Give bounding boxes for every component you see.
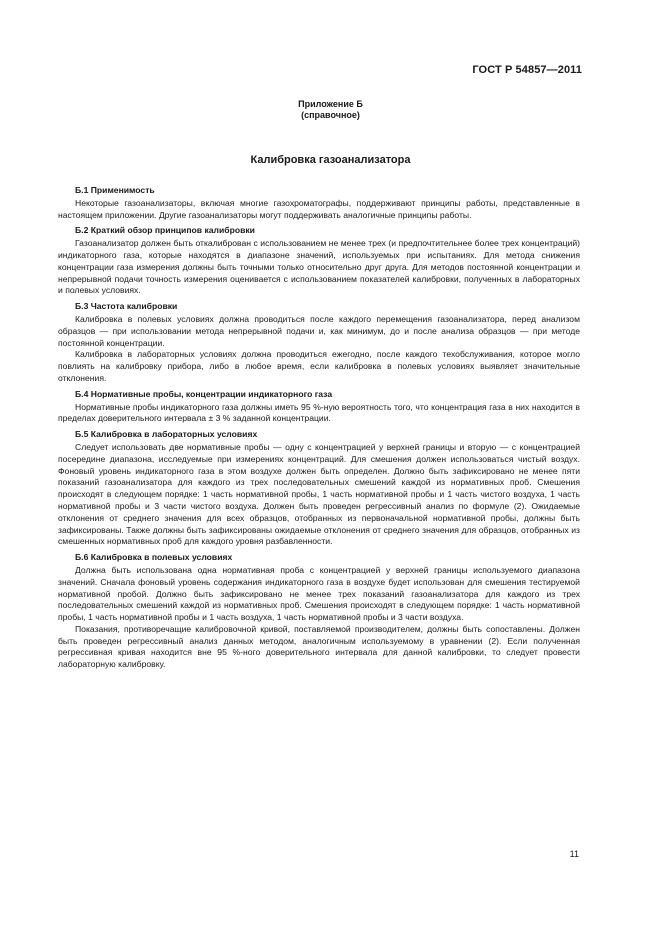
appendix-header (0, 99, 661, 121)
section-heading: Б.5 Калибровка в лабораторных условиях (75, 429, 258, 440)
document-number: ГОСТ Р 54857—2011 (472, 64, 582, 76)
section-b2 (58, 225, 580, 297)
paragraph: Показания, противоречащие калибровочной кривой, поставляемой производителем, должны быть сопоставлены. Должен быть проведен регрессивный анализ данных методом, аналогичным используемому в уравнении (2). Если полученная регрессивная кривая находится вне 95 %-ного доверительного интервала для данной калибровки, то следует провести лабораторную калибровку. (58, 623, 580, 670)
section-heading: Б.2 Краткий обзор принципов калибровки (75, 225, 255, 236)
paragraph: Некоторые газоанализаторы, включая многие газохроматографы, поддерживают принципы работы, представленные в настоящем приложении. Другие газоанализаторы могут поддерживать аналогичные принципы работы. (58, 197, 580, 220)
section-b1 (58, 185, 580, 221)
section-b4 (58, 389, 580, 425)
section-b3 (58, 301, 580, 385)
page-title: Калибровка газоанализатора (250, 154, 411, 166)
section-heading: Б.4 Нормативные пробы, концентрации индикаторного газа (75, 388, 333, 399)
paragraph: Нормативные пробы индикаторного газа должны иметь 95 %-ную вероятность того, что концентрация газа в них находится в пределах доверительного интервала ± 3 % заданной концентрации. (58, 401, 580, 424)
section-heading: Б.1 Применимость (75, 185, 155, 195)
appendix-title: Приложение Б (298, 99, 363, 109)
section-heading: Б.3 Частота калибровки (75, 301, 178, 312)
appendix-subtitle: (справочное) (301, 110, 360, 120)
document-body (58, 185, 580, 671)
page-number: 11 (569, 849, 579, 859)
paragraph: Должна быть использована одна нормативная проба с концентрацией у верхней границы используемого диапазона значений. Сначала фоновый уровень содержания индикаторного газа в воздухе будет использован для смешения тестируемой нормативной пробой. Должно быть зафиксировано не менее трех показаний газоанализатора для каждого из трех последовательных смешений каждой из нормативных проб. Смешения происходят в следующем порядке: 1 часть нормативной пробы, 1 часть нормативной пробы и 1 часть воздуха, 1 часть нормативной пробы и 3 части воздуха. (58, 564, 580, 623)
paragraph: Газоанализатор должен быть откалиброван с использованием не менее трех (и предпочтительнее более трех концентраций) индикаторного газа, которые находятся в диапазоне значений, используемых при испытаниях. Для метода снижения концентрации газа измерения должны быть точными только относительно друг друга. Для методов постоянной концентрации и непрерывной подачи точность измерения оценивается с использованием показателей калибровки, полученных в лабораторных и полевых условиях. (58, 238, 580, 296)
section-heading: Б.6 Калибровка в полевых условиях (75, 552, 233, 563)
paragraph: Калибровка в лабораторных условиях должна проводиться ежегодно, после каждого техобслуживания, которое могло повлиять на калибровку прибора, либо в любое время, если калибровка в полевых условиях выявляет значительные отклонения. (58, 349, 580, 383)
paragraph: Калибровка в полевых условиях должна проводиться после каждого перемещения газоанализатора, перед анализом образцов — при использовании метода непрерывной подачи и, как минимум, до и после анализа образцов — при методе постоянной концентрации. (58, 313, 580, 348)
section-b6 (58, 552, 580, 671)
paragraph: Следует использовать две нормативные пробы — одну с концентрацией у верхней границы и вторую — с концентрацией посередине диапазона, исследуемые при измерениях концентраций. Для смешения должен использоваться чистый воздух. Фоновый уровень индикаторного газа в этом воздухе должен быть определен. Должно быть зафиксировано не менее пяти показаний газоанализатора для каждого из трех последовательных смешений каждой из нормативных проб. Смешения происходят в следующем порядке: 1 часть нормативной пробы, 1 часть нормативной пробы и 1 часть чистого воздуха, 1 часть нормативной пробы и 3 части чистого воздуха. Должен быть проведен регрессивный анализ по формуле (2). Ожидаемые отклонения от среднего значения для всех образцов, отобранных из первоначальной нормативной пробы, должны быть зафиксированы. Также должны быть зафиксированы ожидаемые отклонения от среднего значения для образцов, отобранных из смешенных нормативных проб для каждого уровня разбавленности. (58, 441, 580, 547)
section-b5 (58, 429, 580, 548)
